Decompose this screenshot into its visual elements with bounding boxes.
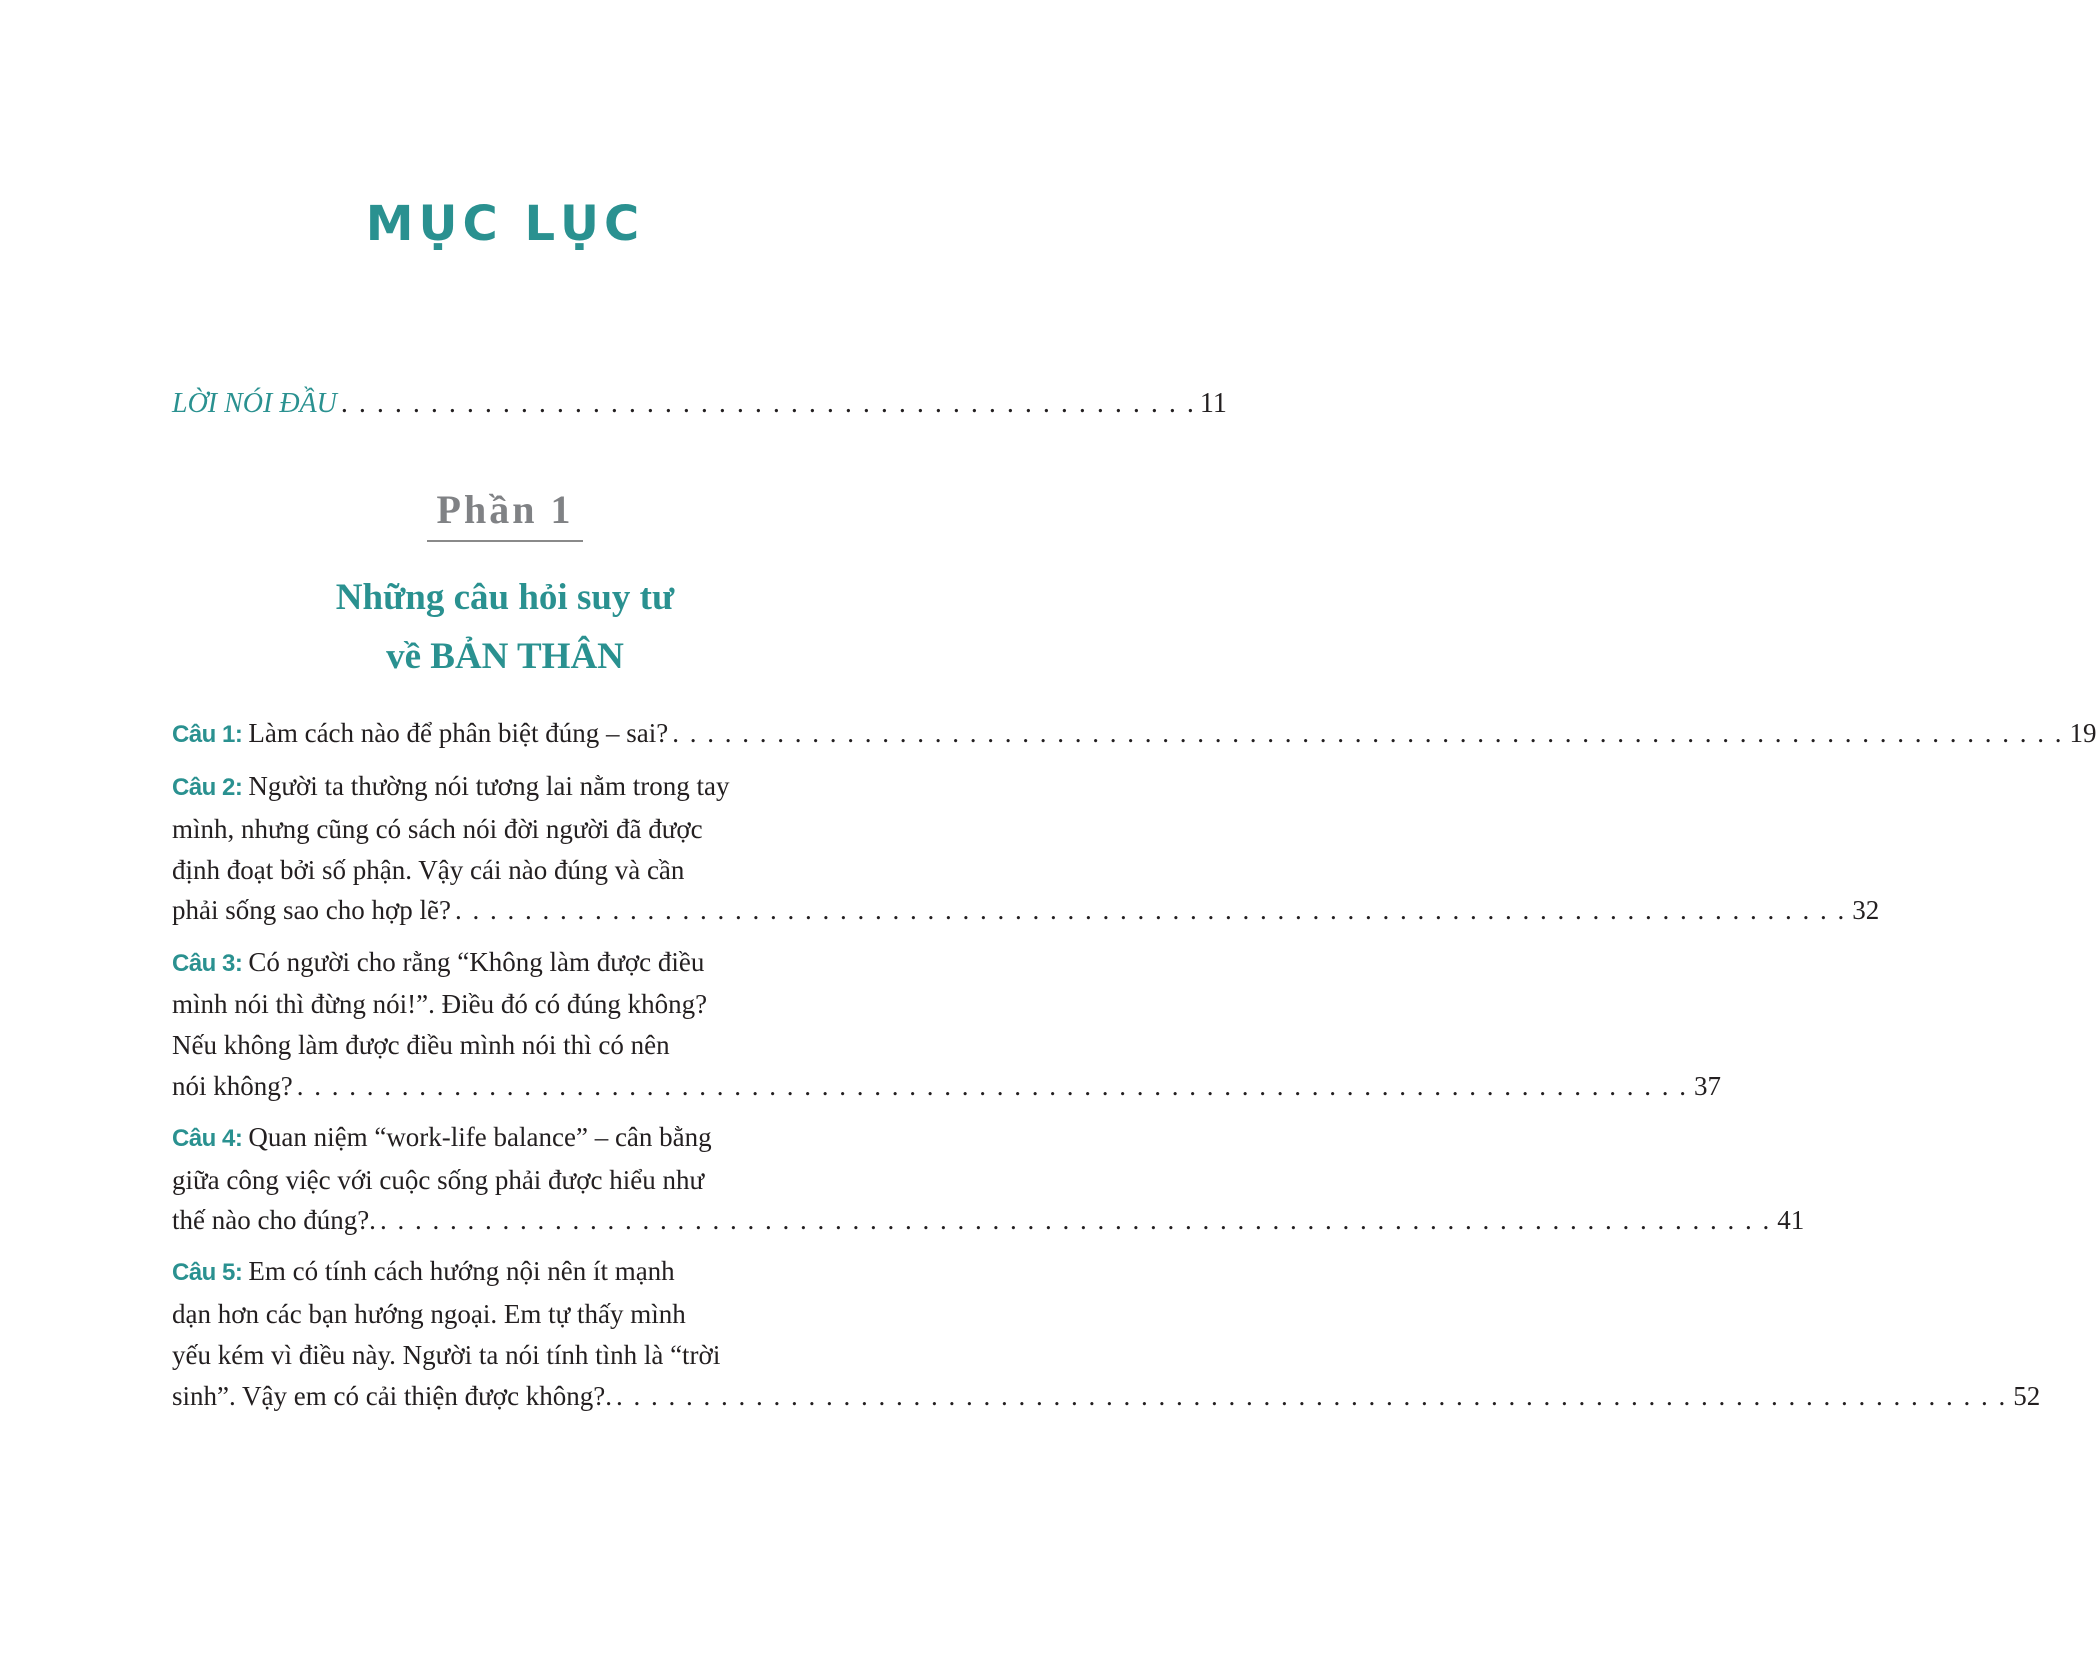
toc-entry-line bbox=[172, 1066, 1721, 1107]
toc-entry-line bbox=[172, 1200, 1805, 1241]
entry-text: phải sống sao cho hợp lẽ? bbox=[172, 895, 451, 926]
toc-entry-line bbox=[172, 809, 838, 850]
toc-entry-line bbox=[172, 1294, 838, 1335]
part-heading-line: Những câu hỏi suy tư bbox=[335, 577, 675, 618]
entry-text: thế nào cho đúng?. bbox=[172, 1205, 376, 1236]
toc-entry-line bbox=[172, 850, 838, 891]
question-label: Câu 2: bbox=[172, 774, 243, 802]
entry-text: Có người cho rằng “Không làm được điều bbox=[248, 946, 705, 977]
toc-entry-line bbox=[172, 942, 838, 985]
entry-text: mình nói thì đừng nói!”. Điều đó có đúng không? bbox=[172, 989, 708, 1020]
toc-entry-line bbox=[172, 713, 2096, 756]
entry-text: định đoạt bởi số phận. Vậy cái nào đúng và cần bbox=[172, 854, 685, 885]
toc-entry-line bbox=[172, 1335, 838, 1376]
toc-entry-foreword[interactable] bbox=[172, 384, 1227, 424]
page-number: 19 bbox=[2069, 718, 2096, 748]
toc-entry-line bbox=[172, 984, 838, 1025]
toc-entry-line bbox=[172, 766, 838, 809]
question-label: Câu 4: bbox=[172, 1124, 243, 1152]
dot-leader: . . . . . . . . . . . . . . . . . . . . . . . . . . . . . . . . . . . . . . . . . . . . . . . . . . . . . . . . . . . . . . . . . . . . . . . . . . . . . . . . bbox=[616, 1380, 2008, 1411]
toc-entry-line bbox=[172, 890, 1880, 931]
page-title: MỤC LỤC bbox=[365, 196, 645, 252]
toc-entry-line bbox=[172, 1117, 838, 1160]
dot-leader: . . . . . . . . . . . . . . . . . . . . . . . . . . . . . . . . . . . . . . . . . . . . . . . . bbox=[340, 388, 1196, 419]
page-number: 52 bbox=[2013, 1380, 2041, 1411]
entry-text: giữa công việc với cuộc sống phải được hiểu như bbox=[172, 1164, 705, 1195]
entry-text: sinh”. Vậy em có cải thiện được không?. bbox=[172, 1380, 613, 1411]
toc-list bbox=[172, 713, 2096, 1427]
entry-text: yếu kém vì điều này. Người ta nói tính tình là “trời bbox=[172, 1339, 721, 1370]
entry-text: nói không? bbox=[172, 1070, 293, 1101]
part-heading bbox=[0, 568, 1010, 686]
question-label: Câu 3: bbox=[172, 949, 243, 977]
toc-entry-line bbox=[172, 1025, 838, 1066]
part-heading-line: về BẢN THÂN bbox=[386, 636, 624, 677]
part-label: Phần 1 bbox=[436, 487, 574, 532]
dot-leader: . . . . . . . . . . . . . . . . . . . . . . . . . . . . . . . . . . . . . . . . . . . . . . . . . . . . . . . . . . . . . . . . . . . . . . . . . . . . . . . . bbox=[672, 718, 2064, 748]
question-label: Câu 1: bbox=[172, 721, 243, 748]
entry-text: Làm cách nào để phân biệt đúng – sai? bbox=[248, 718, 669, 748]
toc-entry[interactable] bbox=[172, 1117, 1805, 1241]
entry-text: dạn hơn các bạn hướng ngoại. Em tự thấy mình bbox=[172, 1299, 686, 1330]
foreword-label: LỜI NÓI ĐẦU bbox=[172, 388, 337, 419]
dot-leader: . . . . . . . . . . . . . . . . . . . . . . . . . . . . . . . . . . . . . . . . . . . . . . . . . . . . . . . . . . . . . . . . . . . . . . . . . . . . . . . . bbox=[454, 895, 1847, 926]
dot-leader: . . . . . . . . . . . . . . . . . . . . . . . . . . . . . . . . . . . . . . . . . . . . . . . . . . . . . . . . . . . . . . . . . . . . . . . . . . . . . . . . bbox=[379, 1205, 1772, 1236]
page-number: 37 bbox=[1694, 1070, 1721, 1101]
entry-text: Người ta thường nói tương lai nằm trong tay bbox=[248, 771, 730, 802]
entry-text: Em có tính cách hướng nội nên ít mạnh bbox=[248, 1256, 675, 1287]
page-number: 32 bbox=[1852, 895, 1880, 926]
entry-text: Quan niệm “work-life balance” – cân bằng bbox=[248, 1121, 712, 1152]
question-label: Câu 5: bbox=[172, 1259, 243, 1287]
toc-entry-line bbox=[172, 1160, 838, 1201]
toc-entry[interactable] bbox=[172, 713, 2096, 756]
toc-entry[interactable] bbox=[172, 942, 1721, 1107]
toc-entry[interactable] bbox=[172, 766, 1880, 931]
toc-entry-line bbox=[172, 1376, 2041, 1417]
page-number: 11 bbox=[1199, 388, 1227, 419]
entry-text: Nếu không làm được điều mình nói thì có nên bbox=[172, 1029, 670, 1060]
page-number: 41 bbox=[1777, 1205, 1805, 1236]
toc-entry-line bbox=[172, 1251, 838, 1294]
toc-entry[interactable] bbox=[172, 1251, 2041, 1416]
dot-leader: . . . . . . . . . . . . . . . . . . . . . . . . . . . . . . . . . . . . . . . . . . . . . . . . . . . . . . . . . . . . . . . . . . . . . . . . . . . . . . . . bbox=[296, 1070, 1688, 1101]
entry-text: mình, nhưng cũng có sách nói đời người đã được bbox=[172, 813, 703, 844]
part-divider bbox=[427, 540, 583, 542]
